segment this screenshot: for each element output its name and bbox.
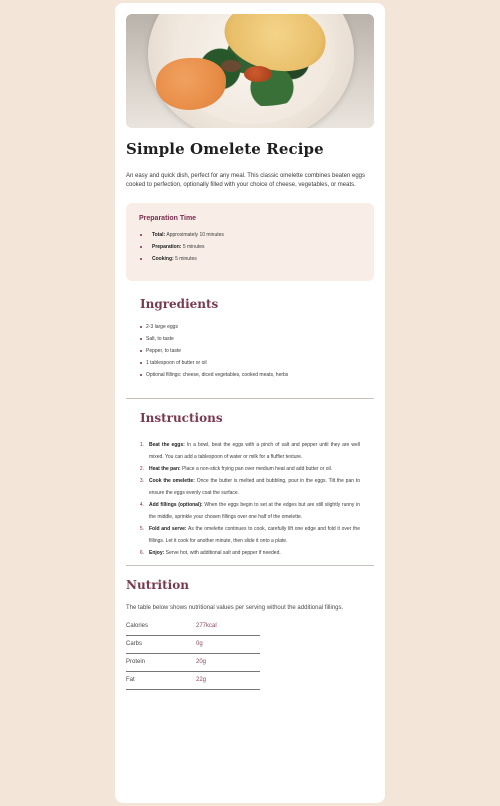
preparation-item-label: Preparation:	[152, 244, 182, 250]
step-number: 4.	[139, 502, 144, 508]
step-number: 5.	[139, 526, 144, 532]
mushroom	[221, 60, 241, 72]
step-text: Serve hot, with additional salt and pepper if needed.	[165, 550, 281, 556]
preparation-title: Preparation Time	[139, 215, 197, 222]
instructions-list	[140, 439, 360, 559]
step-number: 6.	[139, 550, 144, 556]
ingredients-section	[126, 297, 374, 381]
ingredients-title: Ingredients	[140, 297, 219, 311]
step-number: 2.	[139, 466, 144, 472]
list-item: Optional fillings: cheese, diced vegetables, cooked meats, herbs	[140, 369, 374, 381]
table-row	[126, 618, 260, 636]
step-label: Fold and serve:	[149, 526, 187, 532]
step-number: 1.	[139, 442, 144, 448]
instruction-step	[140, 463, 360, 475]
preparation-time-box	[126, 203, 374, 281]
instructions-title: Instructions	[140, 411, 223, 425]
preparation-item-label: Cooking:	[152, 256, 174, 262]
preparation-item-cooking	[139, 253, 361, 265]
instruction-step	[140, 523, 360, 547]
step-text: In a bowl, beat the eggs with a pinch of salt and pepper until they are well mixed. You can add a tablespoon of water or milk for a fluffier texture.	[149, 442, 361, 460]
recipe-title: Simple Omelete Recipe	[126, 140, 324, 158]
step-number: 3.	[139, 478, 144, 484]
step-text: Place a non-stick frying pan over medium heat and add butter or oil.	[182, 466, 333, 472]
table-row	[126, 654, 260, 672]
ingredients-list	[140, 321, 374, 381]
instruction-step	[140, 499, 360, 523]
list-item: Salt, to taste	[140, 333, 374, 345]
nutrient-value: 22g	[196, 677, 207, 683]
step-label: Enjoy:	[149, 550, 165, 556]
section-divider	[126, 398, 374, 399]
instruction-step	[140, 547, 360, 559]
list-item: Pepper, to taste	[140, 345, 374, 357]
preparation-item-total	[139, 229, 361, 241]
step-label: Heat the pan:	[149, 466, 181, 472]
recipe-intro: An easy and quick dish, perfect for any meal. This classic omelette combines beaten eggs cooked to perfection, optionally filled with your choice of cheese, vegetables, or meats.	[126, 173, 366, 188]
step-label: Cook the omelette:	[149, 478, 195, 484]
preparation-item-value: 5 minutes	[182, 244, 205, 250]
preparation-item-label: Total:	[152, 232, 166, 238]
preparation-item-value: Approximately 10 minutes	[166, 232, 224, 238]
instruction-step	[140, 475, 360, 499]
omelette-photo	[126, 14, 374, 128]
nutrient-value: 20g	[196, 659, 207, 665]
nutrient-name: Carbs	[126, 641, 143, 647]
step-text: When the eggs begin to set at the edges but are still slightly runny in the middle, sprinkle your chosen fillings over one half of the omelette.	[149, 502, 361, 520]
tomato	[244, 66, 272, 82]
table-row	[126, 672, 260, 690]
nutrition-table	[126, 618, 260, 690]
step-label: Add fillings (optional):	[149, 502, 203, 508]
section-divider	[126, 565, 374, 566]
recipe-card	[115, 3, 385, 803]
nutrient-value: 0g	[196, 641, 203, 647]
step-text: As the omelette continues to cook, carefully lift one edge and fold it over the fillings. Let it cook for another minute, then slide it onto a plate.	[149, 526, 360, 544]
step-label: Beat the eggs:	[149, 442, 185, 448]
nutrient-name: Protein	[126, 659, 146, 665]
preparation-list	[139, 229, 361, 265]
instructions-section	[126, 411, 374, 559]
nutrition-section	[126, 578, 374, 690]
list-item: 2-3 large eggs	[140, 321, 374, 333]
list-item: 1 tablespoon of butter or oil	[140, 357, 374, 369]
nutrient-value: 277kcal	[196, 623, 217, 629]
instruction-step	[140, 439, 360, 463]
preparation-item-value: 5 minutes	[175, 256, 197, 262]
table-row	[126, 636, 260, 654]
preparation-item-prep	[139, 241, 361, 253]
step-text: Once the butter is melted and bubbling, pour in the eggs. Tilt the pan to ensure the eggs evenly coat the surface.	[149, 478, 361, 496]
nutrition-title: Nutrition	[126, 578, 189, 592]
nutrition-description: The table below shows nutritional values per serving without the additional fillings.	[126, 605, 344, 611]
nutrient-name: Fat	[126, 677, 135, 683]
nutrient-name: Calories	[126, 623, 149, 629]
